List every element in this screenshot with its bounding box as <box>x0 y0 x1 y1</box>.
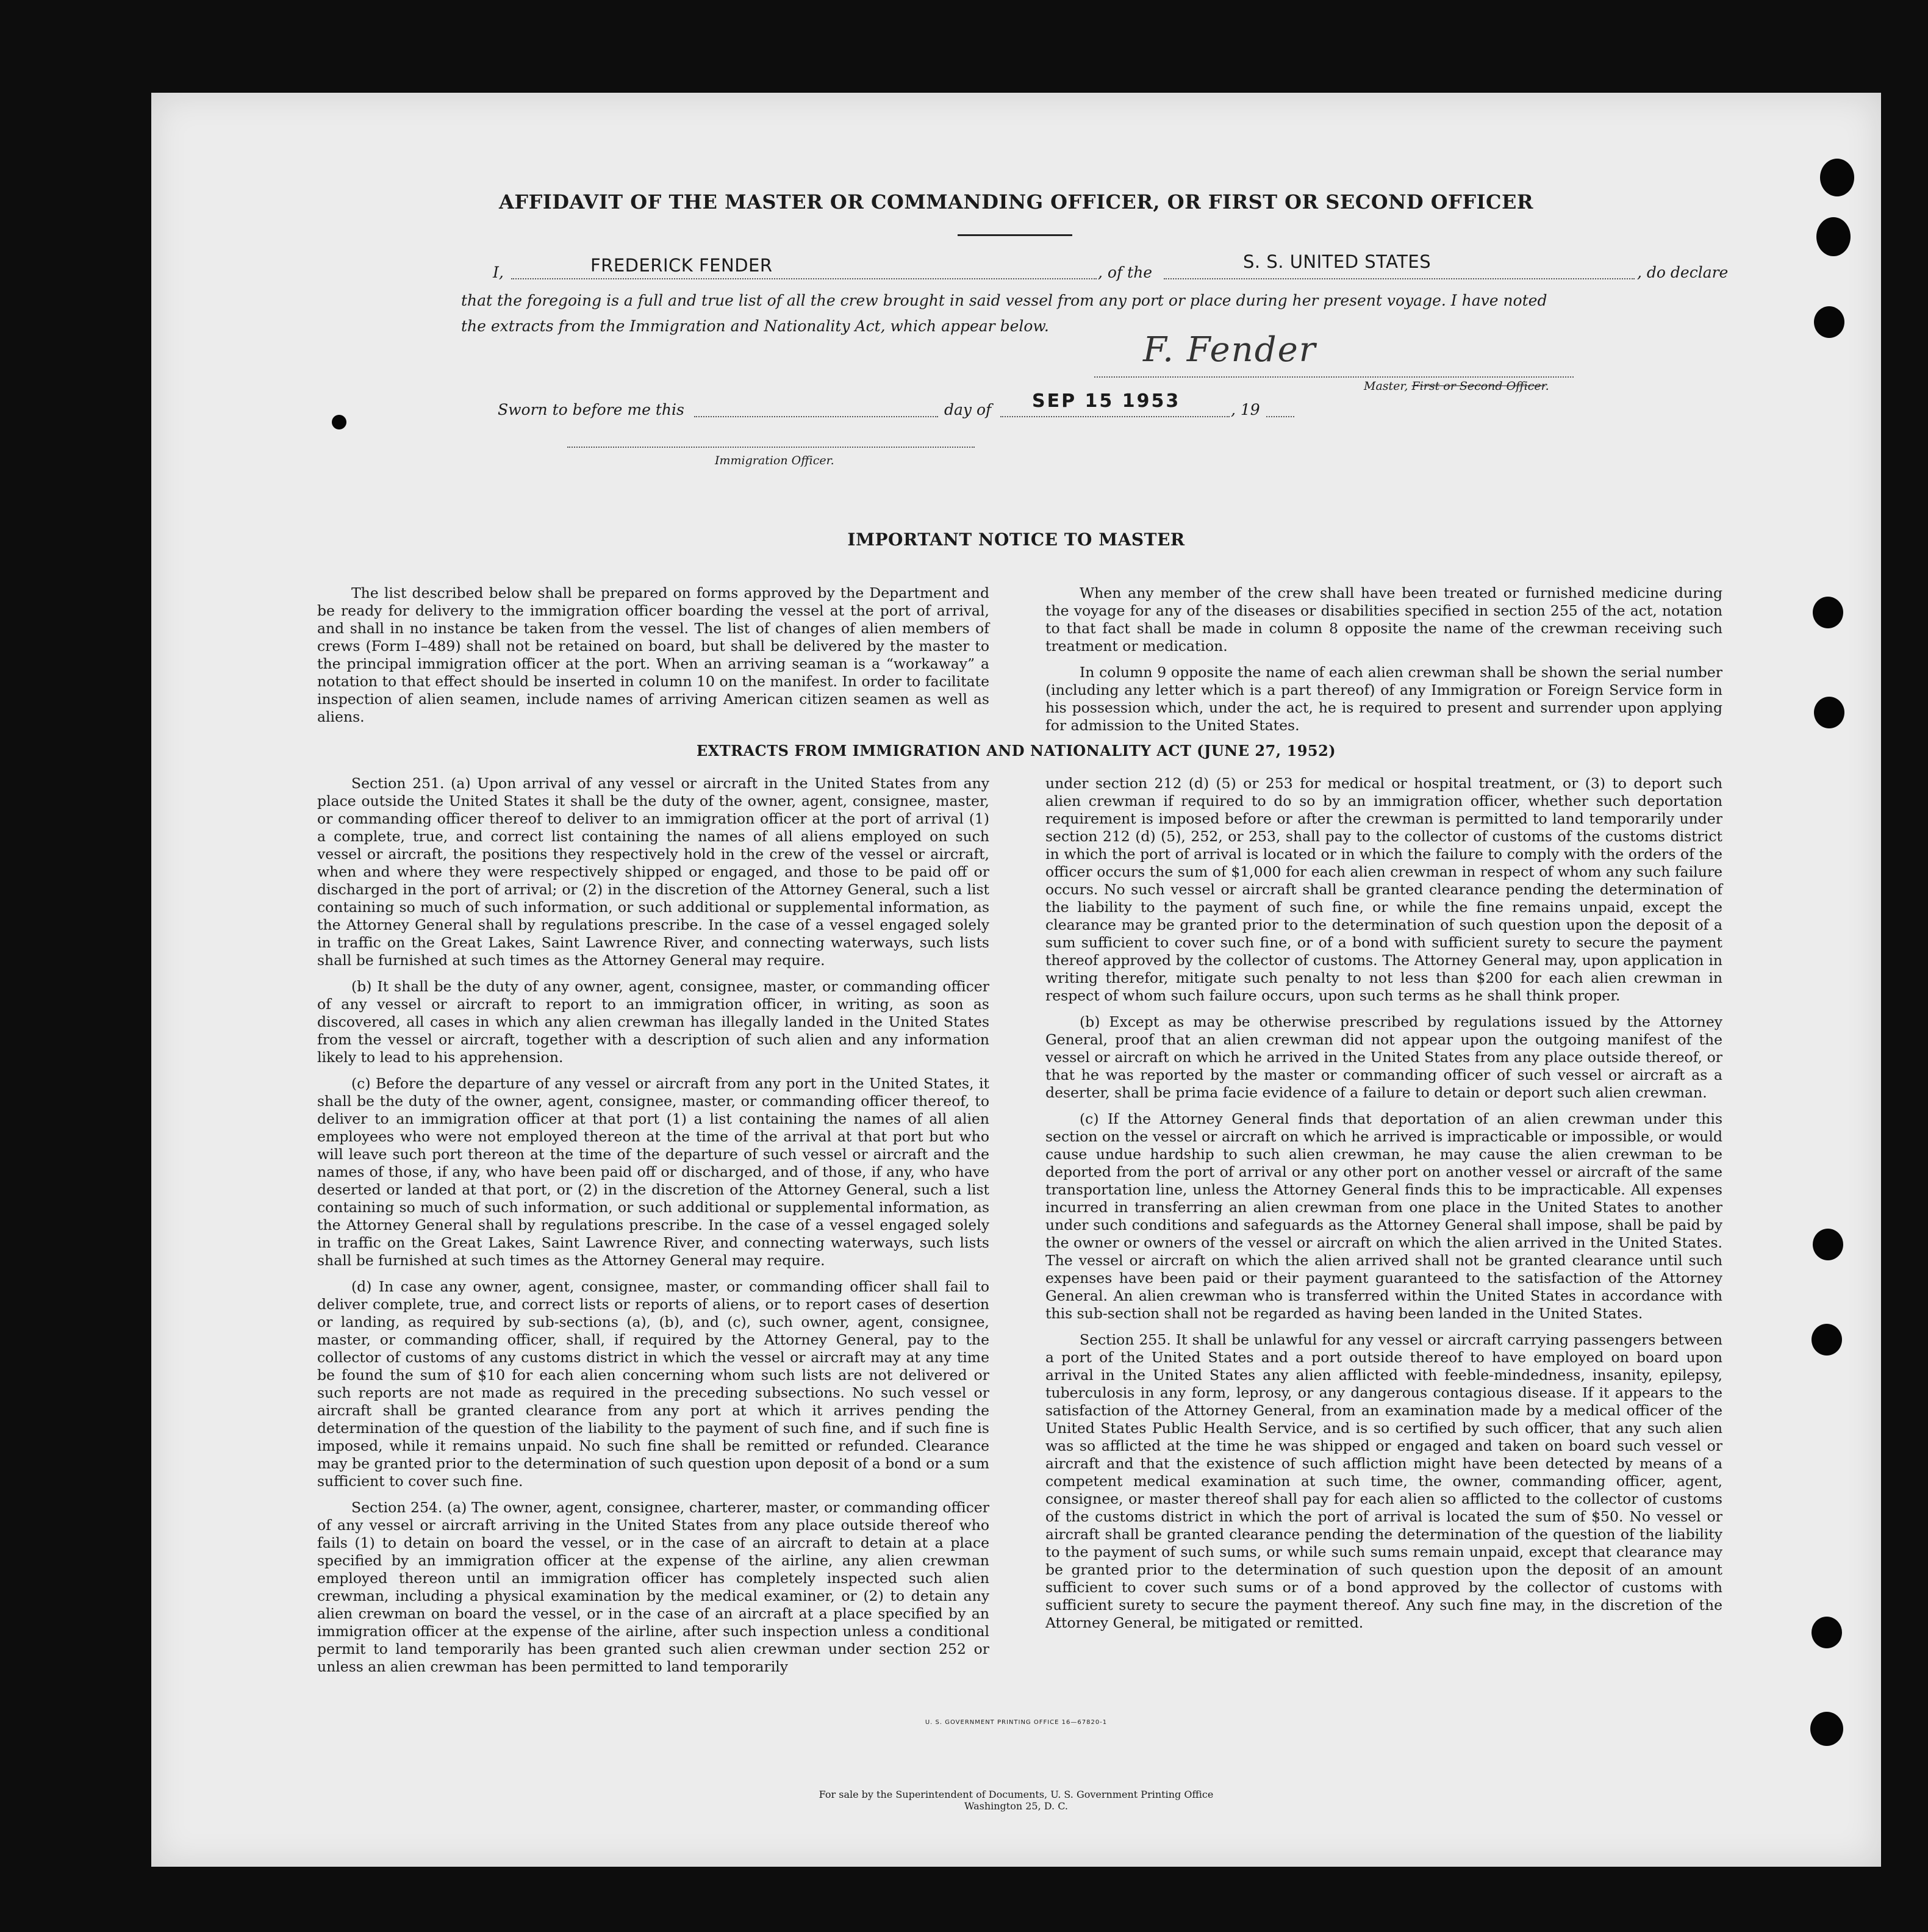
section-251c: (c) Before the departure of any vessel or aircraft from any port in the United States, it shall be the duty of the owner, agent, consignee, master, or commanding officer thereof, to deliver to an immigration officer at that port (1) a list containing the names of all alien employees who were not employed thereon at the time of the arrival at that port but who will leave such port thereon at the time of the departure of such vessel or aircraft and the names of those, if any, who have been paid off or discharged, and of those, if any, who have deserted or landed at that port, or (2) in the discretion of the Attorney General, such a list containing so much of such information, or such additional or supplemental information, as the Attorney General shall by regulations prescribe. In the case of a vessel engaged solely in traffic on the Great Lakes, Saint Lawrence River, and connecting waterways, such lists shall be furnished at such times as the Attorney General may require. <box>317 1075 989 1269</box>
document-page <box>151 93 1881 1867</box>
do-declare-label: , do declare <box>1637 264 1729 281</box>
for-sale-notice <box>151 1789 1881 1812</box>
notice-left-paragraph: The list described below shall be prepared on forms approved by the Department and be ready for delivery to the immigration officer boarding the vessel at the port of arrival, and shall in no instance be taken from the vessel. The list of changes of alien members of crews (Form I–489) shall not be retained on board, but shall be delivered by the master to the principal immigration officer at the port. When an arriving seaman is a “workaway” a notation to that effect should be inserted in column 10 on the manifest. In order to facilitate inspection of alien seamen, include names of arriving American citizen seamen as well as aliens. <box>317 584 989 725</box>
name-field[interactable] <box>511 257 1097 279</box>
section-251d: (d) In case any owner, agent, consignee, master, or commanding officer shall fail to deliver complete, true, and correct lists or reports of aliens, or to report cases of desertion or landing, as required by sub-sections (a), (b), and (c), such owner, agent, consignee, master, or commanding officer, shall, if required by the Attorney General, pay to the collector of customs of any customs district in which the vessel or aircraft may at any time be found the sum of $10 for each alien concerning whom such lists are not delivered or such reports are not made as required in the preceding subsections. No such vessel or aircraft shall be granted clearance from any port at which it arrives pending the determination of the question of the liability to the payment of such fine, and if such fine is imposed, while it remains unpaid. No such fine shall be remitted or refunded. Clearance may be granted prior to the determination of such question upon deposit of a bond or a sum sufficient to cover such fine. <box>317 1278 989 1490</box>
caption-master: Master, <box>1364 379 1412 393</box>
section-254c: (c) If the Attorney General finds that deportation of an alien crewman under this section on the vessel or aircraft on which he arrived is impracticable or impossible, or would cause undue hardship to such alien crewman, he may cause the alien crewman to be deported from the port of arrival or any other port on another vessel or aircraft of the same transportation line, unless the Attorney General finds this to be impracticable. All expenses incurred in transferring an alien crewman from one place in the United States to another under such conditions and safeguards as the Attorney General shall impose, shall be paid by the owner or owners of the vessel or aircraft on which the alien arrived in the United States. The vessel or aircraft on which the alien arrived shall not be granted clearance until such expenses have been paid or their payment guaranteed to the satisfaction of the Attorney General. An alien crewman who is transferred within the United States in accordance with this sub-section shall not be regarded as having been landed in the United States. <box>1045 1110 1722 1322</box>
master-name: FREDERICK FENDER <box>590 255 773 276</box>
gpo-imprint: U. S. GOVERNMENT PRINTING OFFICE 16—67820-1 <box>925 1719 1108 1726</box>
for-sale-line-2: Washington 25, D. C. <box>964 1800 1068 1812</box>
punch-hole <box>1814 306 1844 338</box>
sworn-day-field[interactable] <box>694 395 938 417</box>
signature-caption <box>1364 379 1549 393</box>
punch-hole <box>1812 1617 1842 1648</box>
section-255: Section 255. It shall be unlawful for any vessel or aircraft carrying passengers between a port of the United States and a port outside thereof to have employed on board upon arrival in the United States any alien afflicted with feeble-mindedness, insanity, epilepsy, tuberculosis in any form, leprosy, or any dangerous contagious disease. If it appears to the satisfaction of the Attorney General, from an examination made by a medical officer of the United States Public Health Service, and is so certified by such officer, that any such alien was so afflicted at the time he was shipped or engaged and taken on board such vessel or aircraft and that the existence of such affliction might have been detected by means of a competent medical examination at such time, the owner, commanding officer, agent, consignee, or master thereof shall pay for each alien so afflicted to the collector of customs of the customs district in which the port of arrival is located the sum of $50. No vessel or aircraft shall be granted clearance pending the determination of the question of the liability to the payment of such sums, or while such sums remain unpaid, except that clearance may be granted prior to the determination of such question upon the deposit of an amount sufficient to cover such sums or of a bond approved by the collector of customs with sufficient surety to secure the payment thereof. Any such fine may, in the discretion of the Attorney General, be mitigated or remitted. <box>1045 1331 1722 1631</box>
notice-title: IMPORTANT NOTICE TO MASTER <box>847 530 1185 550</box>
day-of-label: day of <box>944 401 992 418</box>
punch-hole <box>1812 1324 1842 1356</box>
section-254a-cont: under section 212 (d) (5) or 253 for medical or hospital treatment, or (3) to deport such alien crewman if required to do so by an immigration officer, whether such deportation requirement is imposed before or after the crewman is permitted to land temporarily under section 212 (d) (5), 252, or 253, shall pay to the collector of customs of the customs district in which the port of arrival is located or in which the failure to comply with the orders of the officer occurs the sum of $1,000 for each alien crewman in respect of whom any such failure occurs. No such vessel or aircraft shall be granted clearance pending the determination of the liability to the payment of such fine, or while the fine remains unpaid, except the clearance may be granted prior to the determination of such question upon the deposit of a sum sufficient to cover such fine, or of a bond with sufficient surety to secure the payment thereof approved by the collector of customs. The Attorney General may, upon application in writing therefor, mitigate such penalty to not less than $200 for each alien crewman in respect of whom such failure occurs, upon such terms as he shall think proper. <box>1045 775 1722 1004</box>
notice-right-paragraph-2: In column 9 opposite the name of each alien crewman shall be shown the serial number (including any letter which is a part thereof) of any Immigration or Foreign Service form in his possession which, under the act, he is required to present and surrender upon applying for admission to the United States. <box>1045 664 1722 734</box>
vessel-field[interactable] <box>1164 251 1635 279</box>
section-251b: (b) It shall be the duty of any owner, agent, consignee, master, or commanding officer of any vessel or aircraft to report to an immigration officer, in writing, as soon as discovered, all cases in which any alien crewman has illegally landed in the United States from the vessel or aircraft, together with a description of such alien and any information likely to lead to his apprehension. <box>317 978 989 1066</box>
punch-hole <box>332 415 346 429</box>
extracts-right-column <box>1045 775 1722 1640</box>
i-label: I, <box>493 264 504 281</box>
immigration-officer-caption: Immigration Officer. <box>715 454 834 467</box>
declaration-line-3: the extracts from the Immigration and Nationality Act, which appear below. <box>461 317 1049 335</box>
punch-hole <box>1814 697 1844 728</box>
caption-period: . <box>1545 379 1549 393</box>
punch-hole <box>1813 597 1843 628</box>
master-signature: F. Fender <box>1143 330 1317 370</box>
section-254a: Section 254. (a) The owner, agent, consignee, charterer, master, or commanding officer of any vessel or aircraft arriving in the United States from any place outside thereof who fails (1) to detain on board the vessel, or in the case of an aircraft to detain at a place specified by an immigration officer at the expense of the airline, any alien crewman employed thereon until an immigration officer has completely inspected such alien crewman, including a physical examination by the medical examiner, or (2) to detain any alien crewman on board the vessel, or in the case of an aircraft at a place specified by an immigration officer at the expense of the airline, after such inspection unless a conditional permit to land temporarily has been granted such alien crewman under section 252 or unless an alien crewman has been permitted to land temporarily <box>317 1499 989 1675</box>
notice-right-paragraph-1: When any member of the crew shall have been treated or furnished medicine during the voyage for any of the diseases or disabilities specified in section 255 of the act, notation to that fact shall be made in column 8 opposite the name of the crewman receiving such treatment or medication. <box>1045 584 1722 655</box>
extracts-left-column <box>317 775 989 1684</box>
affidavit-title: AFFIDAVIT OF THE MASTER OR COMMANDING OFFICER, OR FIRST OR SECOND OFFICER <box>499 190 1533 214</box>
punch-hole <box>1813 1229 1843 1260</box>
declaration-line-2: that the foregoing is a full and true list of all the crew brought in said vessel from any port or place during her present voyage. I have noted <box>461 292 1547 309</box>
title-underline <box>958 234 1072 236</box>
sworn-label: Sworn to before me this <box>498 401 684 418</box>
notice-left-column <box>317 584 989 734</box>
sworn-date-field[interactable] <box>1000 390 1230 417</box>
notice-right-column <box>1045 584 1722 743</box>
year-field[interactable] <box>1266 395 1294 417</box>
vessel-name: S. S. UNITED STATES <box>1243 251 1432 272</box>
year-label: , 19 <box>1231 401 1260 418</box>
section-251a: Section 251. (a) Upon arrival of any vessel or aircraft in the United States from any place outside the United States it shall be the duty of the owner, agent, consignee, master, or commanding officer thereof to deliver to an immigration officer at the port of arrival (1) a complete, true, and correct list containing the names of all aliens employed on such vessel or aircraft, the positions they respectively hold in the crew of the vessel or aircraft, when and where they were respectively shipped or engaged, and those to be paid off or discharged in the port of arrival; or (2) in the discretion of the Attorney General, such a list containing so much of such information, or such additional or supplemental information, as the Attorney General shall by regulations prescribe. In the case of a vessel engaged solely in traffic on the Great Lakes, Saint Lawrence River, and connecting waterways, such lists shall be furnished at such times as the Attorney General may require. <box>317 775 989 969</box>
date-stamp: SEP 15 1953 <box>1032 390 1181 412</box>
immigration-officer-field[interactable] <box>567 447 975 448</box>
caption-struck-officer: First or Second Officer <box>1411 379 1546 393</box>
punch-hole <box>1816 217 1851 256</box>
of-the-label: , of the <box>1098 264 1153 281</box>
punch-hole <box>1810 1712 1843 1746</box>
extracts-title: EXTRACTS FROM IMMIGRATION AND NATIONALITY ACT (JUNE 27, 1952) <box>696 742 1336 760</box>
signature-field[interactable] <box>1094 330 1574 378</box>
for-sale-line-1: For sale by the Superintendent of Documents, U. S. Government Printing Office <box>819 1789 1214 1800</box>
section-254b: (b) Except as may be otherwise prescribed by regulations issued by the Attorney General, proof that an alien crewman did not appear upon the outgoing manifest of the vessel or aircraft on which he arrived in the United States from any place outside thereof, or that he was reported by the master or commanding officer of such vessel or aircraft as a deserter, shall be prima facie evidence of a failure to detain or deport such alien crewman. <box>1045 1013 1722 1101</box>
punch-hole <box>1820 159 1854 196</box>
